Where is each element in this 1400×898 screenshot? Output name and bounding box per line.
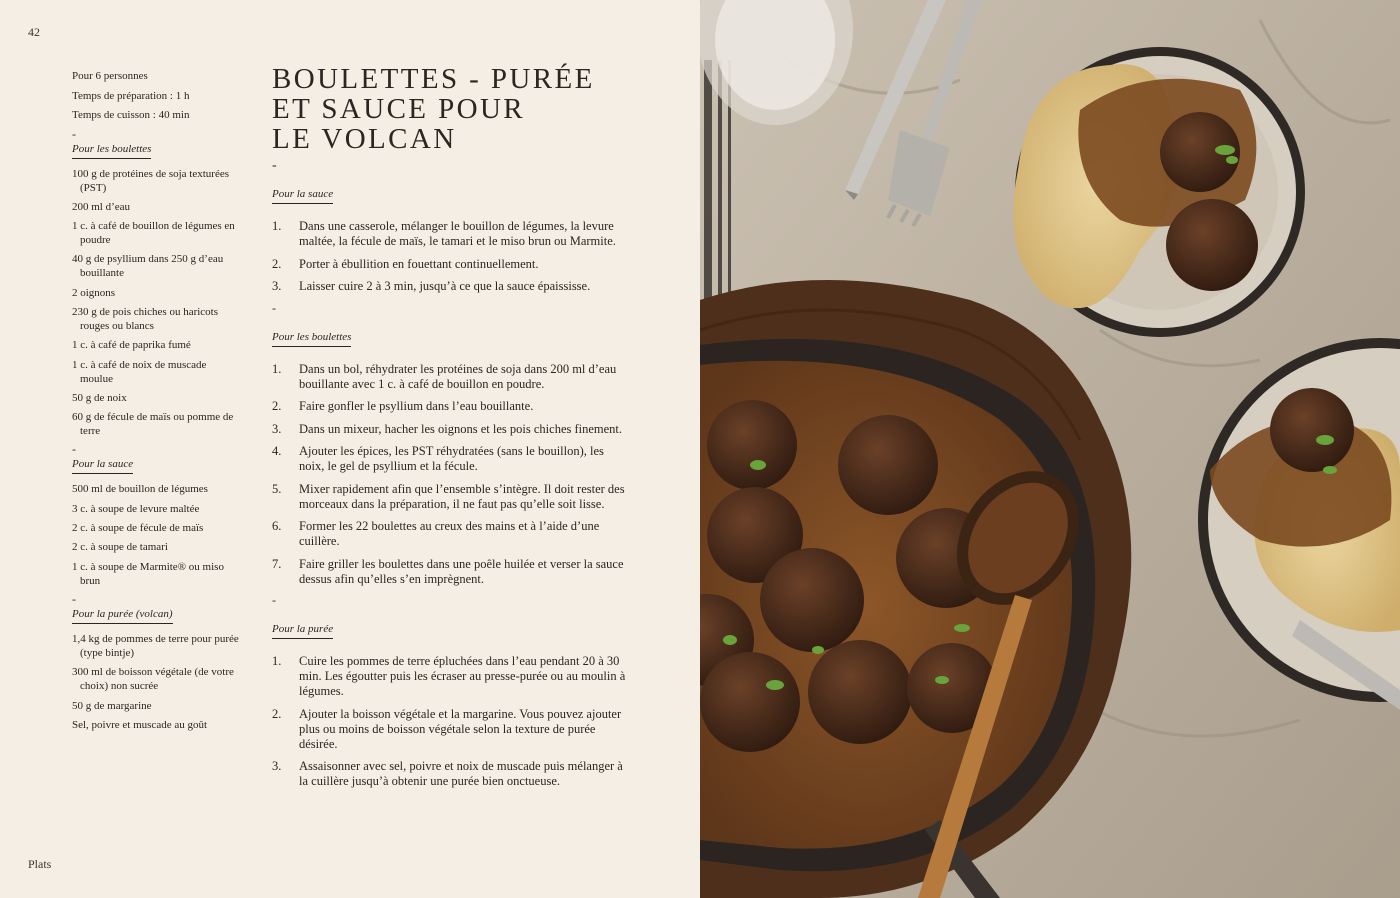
ingredient-item: 3 c. à soupe de levure maltée bbox=[72, 502, 200, 515]
step-number: 2. bbox=[272, 256, 282, 271]
ingredient-item: 50 g de margarine bbox=[72, 699, 152, 712]
method-step bbox=[272, 707, 632, 752]
step-number: 3. bbox=[272, 421, 282, 436]
ingredients-heading-boulettes: Pour les boulettes bbox=[72, 143, 151, 159]
title-line: BOULETTES - PURÉE bbox=[272, 63, 595, 95]
step-text: Mixer rapidement afin que l’ensemble s’intègre. Il doit rester des morceaux dans la préparation, il ne faut pas qu’elle soit lisse. bbox=[299, 481, 625, 511]
method-step bbox=[272, 654, 632, 699]
step-number: 5. bbox=[272, 481, 282, 496]
step-number: 1. bbox=[272, 654, 282, 668]
separator-dash: - bbox=[272, 593, 276, 607]
step-number: 3. bbox=[272, 279, 282, 293]
step-text: Porter à ébullition en fouettant continuellement. bbox=[299, 256, 539, 271]
step-text: Faire griller les boulettes dans une poêle huilée et verser la sauce dessus afin qu’elles s’en imprègnent. bbox=[299, 556, 624, 586]
ingredient-item: 100 g de protéines de soja texturées (PST) bbox=[72, 167, 230, 194]
food-photo-illustration bbox=[700, 0, 1400, 898]
step-text: Dans un bol, réhydrater les protéines de soja dans 200 ml d’eau bouillante avec 1 c. à café de bouillon en poudre. bbox=[299, 361, 617, 391]
separator-dash: - bbox=[72, 442, 76, 457]
method-step bbox=[272, 519, 632, 549]
step-number: 2. bbox=[272, 706, 282, 721]
separator-dash: - bbox=[72, 591, 76, 606]
step-text: Faire gonfler le psyllium dans l’eau bouillante. bbox=[299, 399, 534, 413]
ingredient-item: 60 g de fécule de maïs ou pomme de terre bbox=[72, 411, 234, 438]
ingredients-heading-sauce: Pour la sauce bbox=[72, 458, 133, 474]
method-step bbox=[272, 444, 632, 474]
ingredient-item: 2 oignons bbox=[72, 286, 116, 299]
step-number: 1. bbox=[272, 361, 282, 376]
cook-time: Temps de cuisson : 40 min bbox=[72, 109, 190, 121]
ingredient-item: 1 c. à soupe de Marmite® ou miso brun bbox=[72, 560, 224, 587]
method-heading-boulettes: Pour les boulettes bbox=[272, 331, 351, 347]
ingredient-item: 500 ml de bouillon de légumes bbox=[72, 483, 208, 496]
ingredient-item: 2 c. à soupe de tamari bbox=[72, 541, 168, 554]
page-number: 42 bbox=[28, 25, 40, 39]
method-step bbox=[272, 399, 632, 414]
step-text: Dans un mixeur, hacher les oignons et les pois chiches finement. bbox=[299, 421, 623, 436]
method-heading-puree: Pour la purée bbox=[272, 623, 333, 639]
ingredient-item: 1 c. à café de noix de muscade moulue bbox=[72, 358, 207, 385]
recipe-title bbox=[272, 64, 652, 154]
plate-top bbox=[1013, 47, 1305, 337]
method-step bbox=[272, 279, 632, 294]
separator-dash: - bbox=[272, 300, 276, 315]
title-line: LE VOLCAN bbox=[272, 123, 457, 155]
step-number: 4. bbox=[272, 444, 282, 458]
separator-dash: - bbox=[72, 126, 76, 141]
title-line: ET SAUCE POUR bbox=[272, 93, 526, 125]
step-text: Ajouter la boisson végétale et la margarine. Vous pouvez ajouter plus ou moins de boisson végétale selon la texture de purée désirée. bbox=[299, 706, 622, 751]
method-column bbox=[272, 186, 632, 797]
method-step bbox=[272, 219, 632, 249]
step-number: 6. bbox=[272, 519, 282, 533]
method-step bbox=[272, 557, 632, 587]
step-text: Cuire les pommes de terre épluchées dans l’eau pendant 20 à 30 min. Les égoutter puis les écraser au presse-purée ou au moulin à légumes. bbox=[299, 654, 626, 698]
ingredient-item: 1,4 kg de pommes de terre pour purée (type bintje) bbox=[72, 632, 239, 659]
prep-time: Temps de préparation : 1 h bbox=[72, 89, 190, 102]
ingredient-item: 300 ml de boisson végétale (de votre choix) non sucrée bbox=[72, 666, 234, 693]
method-step bbox=[272, 362, 632, 392]
step-text: Laisser cuire 2 à 3 min, jusqu’à ce que la sauce épaississe. bbox=[299, 279, 591, 293]
recipe-photo bbox=[700, 0, 1400, 898]
step-text: Assaisonner avec sel, poivre et noix de muscade puis mélanger à la cuillère jusqu’à obtenir une purée bien onctueuse. bbox=[299, 759, 623, 788]
ingredients-heading-puree: Pour la purée (volcan) bbox=[72, 608, 173, 624]
servings: Pour 6 personnes bbox=[72, 70, 148, 82]
method-step bbox=[272, 257, 632, 272]
step-text: Ajouter les épices, les PST réhydratées (sans le bouillon), les noix, le gel de psyllium et la fécule. bbox=[299, 444, 604, 473]
ingredient-item: 1 c. à café de bouillon de légumes en poudre bbox=[72, 220, 235, 247]
ingredients-column bbox=[72, 69, 242, 737]
step-text: Former les 22 boulettes au creux des mains et à l’aide d’une cuillère. bbox=[299, 519, 600, 548]
ingredient-item: 1 c. à café de paprika fumé bbox=[72, 339, 191, 352]
step-number: 2. bbox=[272, 399, 282, 413]
ingredient-item: Sel, poivre et muscade au goût bbox=[72, 718, 208, 731]
ingredient-item: 2 c. à soupe de fécule de maïs bbox=[72, 522, 204, 535]
title-dash: - bbox=[272, 158, 277, 173]
ingredient-item: 40 g de psyllium dans 250 g d’eau bouillante bbox=[72, 253, 224, 280]
section-footer: Plats bbox=[28, 857, 52, 871]
ingredient-item: 230 g de pois chiches ou haricots rouges ou blancs bbox=[72, 305, 219, 332]
step-text: Dans une casserole, mélanger le bouillon de légumes, la levure maltée, la fécule de maïs, le tamari et le miso brun ou Marmite. bbox=[299, 219, 616, 248]
step-number: 1. bbox=[272, 219, 282, 233]
step-number: 7. bbox=[272, 556, 282, 571]
method-step bbox=[272, 759, 632, 789]
method-heading-sauce: Pour la sauce bbox=[272, 188, 333, 204]
ingredient-item: 200 ml d’eau bbox=[72, 200, 131, 213]
method-step bbox=[272, 422, 632, 437]
step-number: 3. bbox=[272, 759, 282, 773]
ingredient-item: 50 g de noix bbox=[72, 391, 127, 404]
method-step bbox=[272, 482, 632, 512]
